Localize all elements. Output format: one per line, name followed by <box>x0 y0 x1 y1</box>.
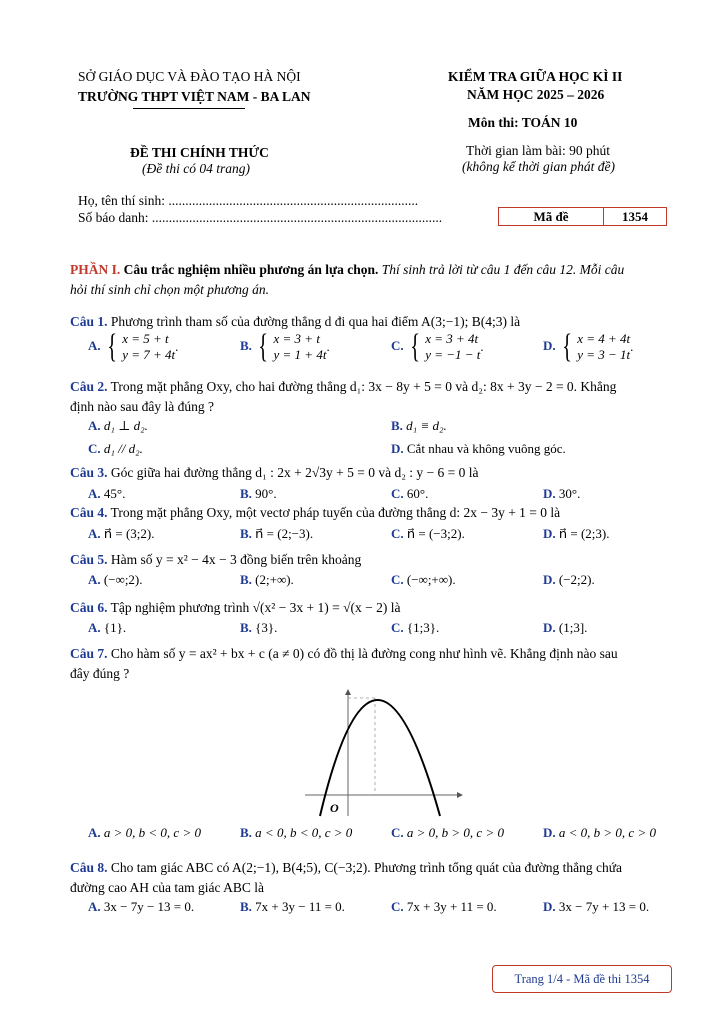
q7-option-c[interactable]: C. a > 0, b > 0, c > 0 <box>391 825 504 840</box>
q2-option-c[interactable]: C. d₁ // d₂. <box>88 441 143 456</box>
q5-option-b[interactable]: B. (2;+∞). <box>240 572 294 587</box>
question-5: Câu 5. Hàm số y = x² − 4x − 3 đồng biến trên khoảng <box>70 552 362 567</box>
official-label: ĐỀ THI CHÍNH THỨC <box>130 145 269 160</box>
q4-option-d[interactable]: D. n⃗ = (2;3). <box>543 526 610 541</box>
exam-code-value: 1354 <box>622 209 648 224</box>
q8-option-b[interactable]: B. 7x + 3y − 11 = 0. <box>240 899 345 914</box>
exam-code-label: Mã đề <box>499 208 604 225</box>
q6-option-d[interactable]: D. (1;3]. <box>543 620 588 635</box>
q5-option-c[interactable]: C. (−∞;+∞). <box>391 572 456 587</box>
part1-instruction: Thí sinh trả lời từ câu 1 đến câu 12. Mỗi câu <box>381 262 625 277</box>
part1-instruction-2: hỏi thí sinh chỉ chọn một phương án. <box>70 282 270 297</box>
candidate-id-line: Số báo danh: ...................................................................................... <box>78 210 443 225</box>
school-underline <box>133 108 245 109</box>
q6-option-a[interactable]: A. {1}. <box>88 620 127 635</box>
subject: Môn thi: TOÁN 10 <box>468 115 578 130</box>
page-count: (Đề thi có 04 trang) <box>142 161 250 176</box>
exam-time: Thời gian làm bài: 90 phút <box>466 143 610 158</box>
q8-option-d[interactable]: D. 3x − 7y + 13 = 0. <box>543 899 650 914</box>
question-7: Câu 7. Cho hàm số y = ax² + bx + c (a ≠ 0) có đồ thị là đường cong như hình vẽ. Khẳng định nào sau đây đúng ? <box>70 646 618 681</box>
question-3: Câu 3. Góc giữa hai đường thẳng d₁ : 2x + 2√3y + 5 = 0 và d₂ : y − 6 = 0 là <box>70 465 479 480</box>
exam-title: KIỂM TRA GIỮA HỌC KÌ II <box>448 69 623 84</box>
question-1: Câu 1. Phương trình tham số của đường thẳng d đi qua hai điểm A(3;−1); B(4;3) là <box>70 314 521 329</box>
q2-option-a[interactable]: A. d₁ ⊥ d₂. <box>88 418 148 433</box>
q7-option-b[interactable]: B. a < 0, b < 0, c > 0 <box>240 825 353 840</box>
q6-option-b[interactable]: B. {3}. <box>240 620 278 635</box>
q4-option-a[interactable]: A. n⃗ = (3;2). <box>88 526 155 541</box>
q1-option-a[interactable]: A. { x = 5 + t y = 7 + 4t . <box>88 328 179 365</box>
q5-option-a[interactable]: A. (−∞;2). <box>88 572 143 587</box>
part1-title: Câu trắc nghiệm nhiều phương án lựa chọn. <box>123 262 379 277</box>
exam-code-box <box>498 207 667 226</box>
q3-option-b[interactable]: B. 90°. <box>240 486 277 501</box>
q8-option-c[interactable]: C. 7x + 3y + 11 = 0. <box>391 899 497 914</box>
origin-label: O <box>330 801 339 815</box>
q3-option-c[interactable]: C. 60°. <box>391 486 429 501</box>
department-name: SỞ GIÁO DỤC VÀ ĐÀO TẠO HÀ NỘI <box>78 69 301 84</box>
school-name: TRƯỜNG THPT VIỆT NAM - BA LAN <box>78 89 311 104</box>
q4-option-b[interactable]: B. n⃗ = (2;−3). <box>240 526 314 541</box>
q2-option-b[interactable]: B. d₁ ≡ d₂. <box>391 418 447 433</box>
q1-option-c[interactable]: C. { x = 3 + 4t y = −1 − t . <box>391 328 484 365</box>
part1-heading <box>70 260 674 300</box>
q6-option-c[interactable]: C. {1;3}. <box>391 620 440 635</box>
q5-option-d[interactable]: D. (−2;2). <box>543 572 595 587</box>
question-6: Câu 6. Tập nghiệm phương trình √(x² − 3x + 1) = √(x − 2) là <box>70 600 401 615</box>
parabola-curve <box>320 700 440 816</box>
question-4: Câu 4. Trong mặt phẳng Oxy, một vectơ pháp tuyến của đường thẳng d: 2x − 3y + 1 = 0 là <box>70 505 561 520</box>
q8-option-a[interactable]: A. 3x − 7y − 13 = 0. <box>88 899 195 914</box>
parabola-graph <box>300 688 470 823</box>
q1-option-d[interactable]: D. { x = 4 + 4t y = 3 − 1t . <box>543 328 634 365</box>
question-2: Câu 2. Trong mặt phẳng Oxy, cho hai đường thẳng d₁: 3x − 8y + 5 = 0 và d₂: 8x + 3y − 2 = 0. Khẳng định nào sau đây là đúng ? <box>70 379 617 414</box>
page-footer: Trang 1/4 - Mã đề thi 1354 <box>492 965 672 993</box>
q2-option-d[interactable]: D. Cắt nhau và không vuông góc. <box>391 441 566 456</box>
exam-time-note: (không kể thời gian phát đề) <box>462 159 616 174</box>
q1-option-b[interactable]: B. { x = 3 + t y = 1 + 4t . <box>240 328 330 365</box>
school-year: NĂM HỌC 2025 – 2026 <box>467 87 605 102</box>
q3-option-a[interactable]: A. 45°. <box>88 486 126 501</box>
candidate-name-line: Họ, tên thí sinh: .......................................................................... <box>78 193 419 208</box>
q7-option-a[interactable]: A. a > 0, b < 0, c > 0 <box>88 825 201 840</box>
q4-option-c[interactable]: C. n⃗ = (−3;2). <box>391 526 465 541</box>
q3-option-d[interactable]: D. 30°. <box>543 486 581 501</box>
part1-label: PHẦN I. <box>70 262 121 277</box>
q7-option-d[interactable]: D. a < 0, b > 0, c > 0 <box>543 825 656 840</box>
question-8: Câu 8. Cho tam giác ABC có A(2;−1), B(4;5), C(−3;2). Phương trình tổng quát của đường thẳng chứa đường cao AH của tam giác ABC là <box>70 860 623 895</box>
